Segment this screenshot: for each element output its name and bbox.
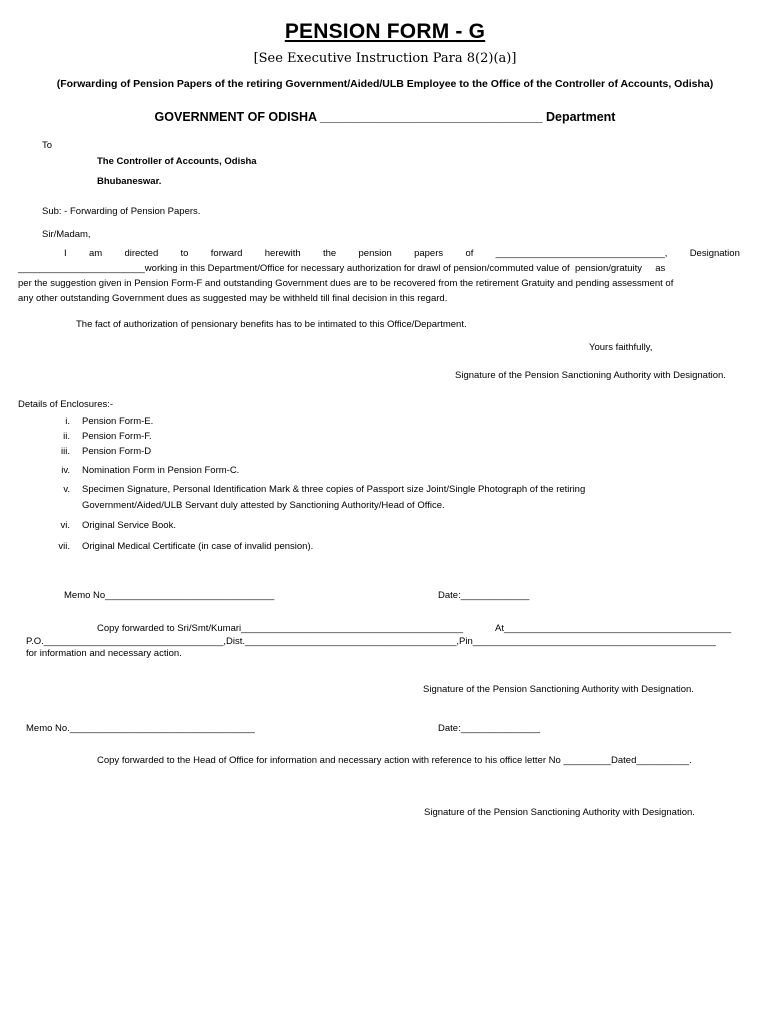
enclosure-number: i. (65, 416, 70, 427)
word: herewith (264, 248, 301, 259)
enclosure-item-continued: Government/Aided/ULB Servant duly attested by Sanctioning Authority/Head of Office. (82, 500, 445, 511)
word: am (88, 248, 103, 259)
enclosure-item: Specimen Signature, Personal Identification Mark & three copies of Passport size Joint/Single Photograph of the retiring (82, 484, 586, 495)
letter-subject: Sub: - Forwarding of Pension Papers. (42, 206, 201, 217)
memo-number-2: Memo No.___________________________________ (26, 723, 255, 734)
enclosure-item: Pension Form-D (82, 446, 152, 457)
word: I (64, 248, 67, 259)
memo-number-1: Memo No________________________________ (64, 590, 275, 601)
letter-closing: Yours faithfully, (589, 342, 653, 353)
memo-date-2: Date:_______________ (438, 723, 540, 734)
enclosure-item: Pension Form-F. (82, 431, 152, 442)
word: forward (210, 248, 243, 259)
letter-salutation: Sir/Madam, (42, 229, 91, 240)
enclosures-heading: Details of Enclosures:- (18, 399, 114, 410)
word: Designation (689, 248, 740, 259)
signature-line-1: Signature of the Pension Sanctioning Authority with Designation. (455, 370, 726, 381)
enclosure-number: iv. (61, 465, 70, 476)
copy-forwarded-action: for information and necessary action. (26, 648, 182, 659)
word: papers (414, 248, 444, 259)
letter-body-line-4: any other outstanding Government dues as suggested may be withheld till final decision in this regard. (18, 293, 448, 304)
form-subtitle: [See Executive Instruction Para 8(2)(a)] (253, 51, 517, 66)
copy-forwarded-at: At___________________________________________ (495, 623, 732, 634)
word: of (465, 248, 474, 259)
signature-line-3: Signature of the Pension Sanctioning Authority with Designation. (424, 807, 695, 818)
address-to: To (42, 140, 53, 151)
enclosure-number: ii. (63, 431, 70, 442)
copy-forwarded-address: P.O.__________________________________,Dist.________________________________________,Pin______________________________________________ (26, 636, 716, 647)
copy-forwarded-head-of-office: Copy forwarded to the Head of Office for information and necessary action with reference to his office letter No _________Dated__________. (97, 755, 692, 766)
enclosure-number: vii. (58, 541, 70, 552)
letter-body-line-3: per the suggestion given in Pension Form-F and outstanding Government dues are to be recovered from the retirement Gratuity and pending assessment of (18, 278, 674, 289)
word: directed (124, 248, 159, 259)
government-department-line: GOVERNMENT OF ODISHA ________________________________ Department (154, 110, 616, 124)
address-line-2: Bhubaneswar. (97, 176, 162, 187)
enclosure-item: Original Medical Certificate (in case of invalid pension). (82, 541, 314, 552)
enclosure-number: iii. (61, 446, 70, 457)
word: to (180, 248, 189, 259)
letter-body-line-1 (64, 248, 740, 259)
word: pension (358, 248, 392, 259)
letter-paragraph-2: The fact of authorization of pensionary benefits has to be intimated to this Office/Department. (76, 319, 467, 330)
letter-body-line-2: ________________________working in this Department/Office for necessary authorization for drawl of pension/commuted value of pension/gratuity as (18, 263, 666, 274)
form-purpose: (Forwarding of Pension Papers of the retiring Government/Aided/ULB Employee to the Office of the Controller of Accounts, Odisha) (56, 78, 714, 90)
word: the (322, 248, 337, 259)
employee-name-blank: ________________________________, (495, 248, 668, 259)
signature-line-2: Signature of the Pension Sanctioning Authority with Designation. (423, 684, 694, 695)
enclosure-item: Nomination Form in Pension Form-C. (82, 465, 240, 476)
copy-forwarded-recipient: Copy forwarded to Sri/Smt/Kumari__________________________________________ (97, 623, 464, 634)
enclosure-item: Pension Form-E. (82, 416, 154, 427)
enclosure-number: v. (63, 484, 70, 495)
enclosure-item: Original Service Book. (82, 520, 176, 531)
memo-date-1: Date:_____________ (438, 590, 530, 601)
enclosure-number: vi. (60, 520, 70, 531)
form-title: PENSION FORM - G (284, 20, 486, 43)
address-line-1: The Controller of Accounts, Odisha (97, 156, 257, 167)
